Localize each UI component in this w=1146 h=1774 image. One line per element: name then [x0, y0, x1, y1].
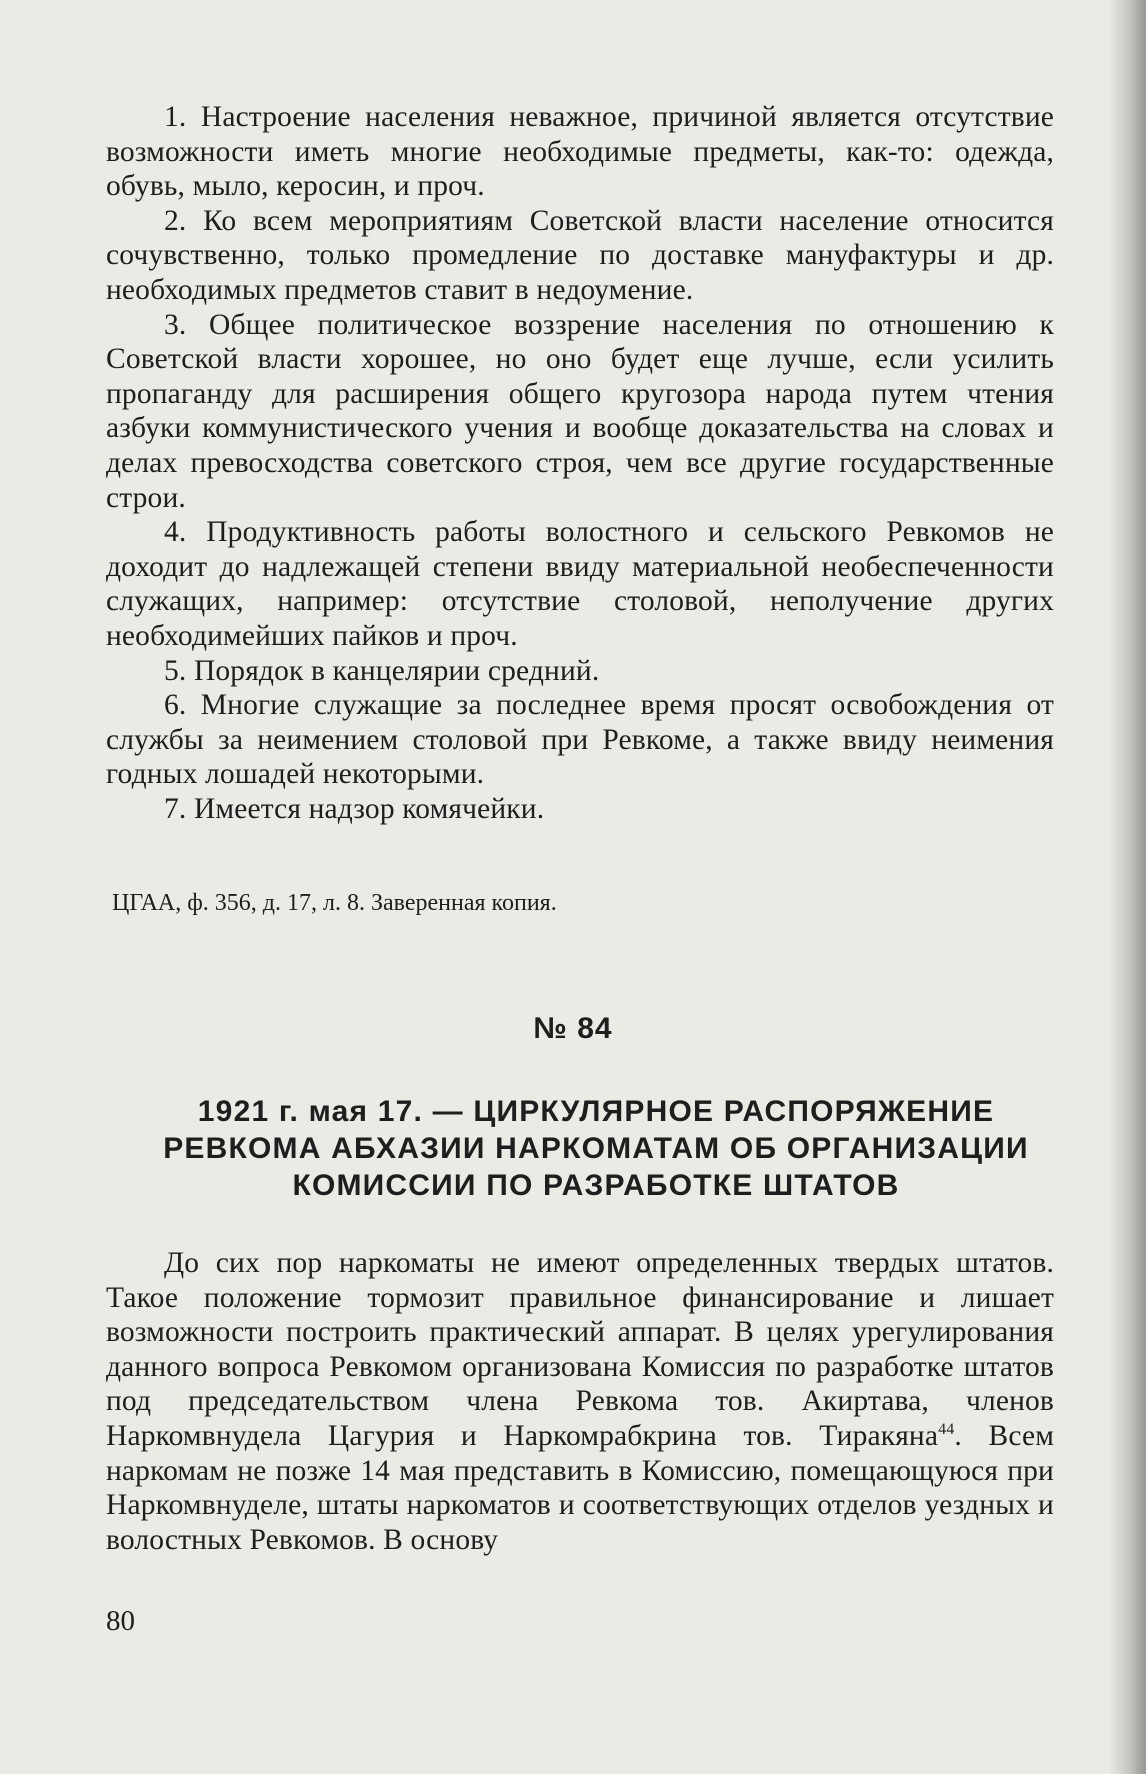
- heading-line-2: РЕВКОМА АБХАЗИИ НАРКОМАТАМ ОБ ОРГАНИЗАЦИИ: [163, 1132, 1029, 1165]
- archive-reference: ЦГАА, ф. 356, д. 17, л. 8. Заверенная копия.: [112, 890, 557, 916]
- report-item-6: 6. Многие служащие за последнее время просят освобождения от службы за неимением столовой при Ревкоме, а также ввиду неимения годных лошадей некоторыми.: [106, 689, 1054, 791]
- report-item-4: 4. Продуктивность работы волостного и сельского Ревкомов не доходит до надлежащей степени ввиду материальной необеспеченности служащих, например: отсутствие столовой, неполучение других необходимейших пайков и проч.: [106, 516, 1054, 652]
- page-number: 80: [106, 1605, 135, 1637]
- document-number: № 84: [533, 1012, 613, 1045]
- report-item-1: 1. Настроение населения неважное, причиной является отсутствие возможности иметь многие необходимые предметы, как-то: одежда, обувь, мыло, керосин, и проч.: [106, 101, 1054, 203]
- document-body: [106, 1246, 1054, 1557]
- heading-line-3: КОМИССИИ ПО РАЗРАБОТКЕ ШТАТОВ: [292, 1169, 900, 1202]
- footnote-reference: 44: [938, 1421, 955, 1439]
- report-item-7: 7. Имеется надзор комячейки.: [164, 792, 545, 825]
- report-items: [106, 100, 1054, 826]
- page-edge-shadow: [1108, 0, 1146, 1774]
- body-text-after-footnote: . Всем наркомам не позже 14 мая представить в Комиссию, помещающуюся при Наркомвнуделе, штаты наркоматов и соответствующих отделов уездных и волостных Ревкомов. В основу: [106, 1419, 1055, 1556]
- body-text-before-footnote: До сих пор наркоматы не имеют определенных твердых штатов. Такое положение тормозит правильное финансирование и лишает возможности построить практический аппарат. В целях урегулирования данного вопроса Ревкомом организована Комиссия по разработке штатов под председательством члена Ревкома тов. Акиртава, членов Наркомвнудела Цагурия и Наркомрабкрина тов. Тиракяна: [106, 1247, 1054, 1452]
- report-item-2: 2. Ко всем мероприятиям Советской власти население относится сочувственно, только промедление по доставке мануфактуры и др. необходимых предметов ставит в недоумение.: [106, 204, 1054, 306]
- document-heading: [140, 1093, 1052, 1204]
- report-item-5: 5. Порядок в канцелярии средний.: [164, 654, 600, 687]
- report-item-3: 3. Общее политическое воззрение населения по отношению к Советской власти хорошее, но оно будет еще лучше, если усилить пропаганду для расширения общего кругозора народа путем чтения азбуки коммунистического учения и вообще доказательства на словах и делах превосходства советского строя, чем все другие государственные строи.: [106, 308, 1054, 514]
- document-body-paragraph: [106, 1246, 1054, 1557]
- heading-line-1: 1921 г. мая 17. — ЦИРКУЛЯРНОЕ РАСПОРЯЖЕНИЕ: [197, 1095, 995, 1128]
